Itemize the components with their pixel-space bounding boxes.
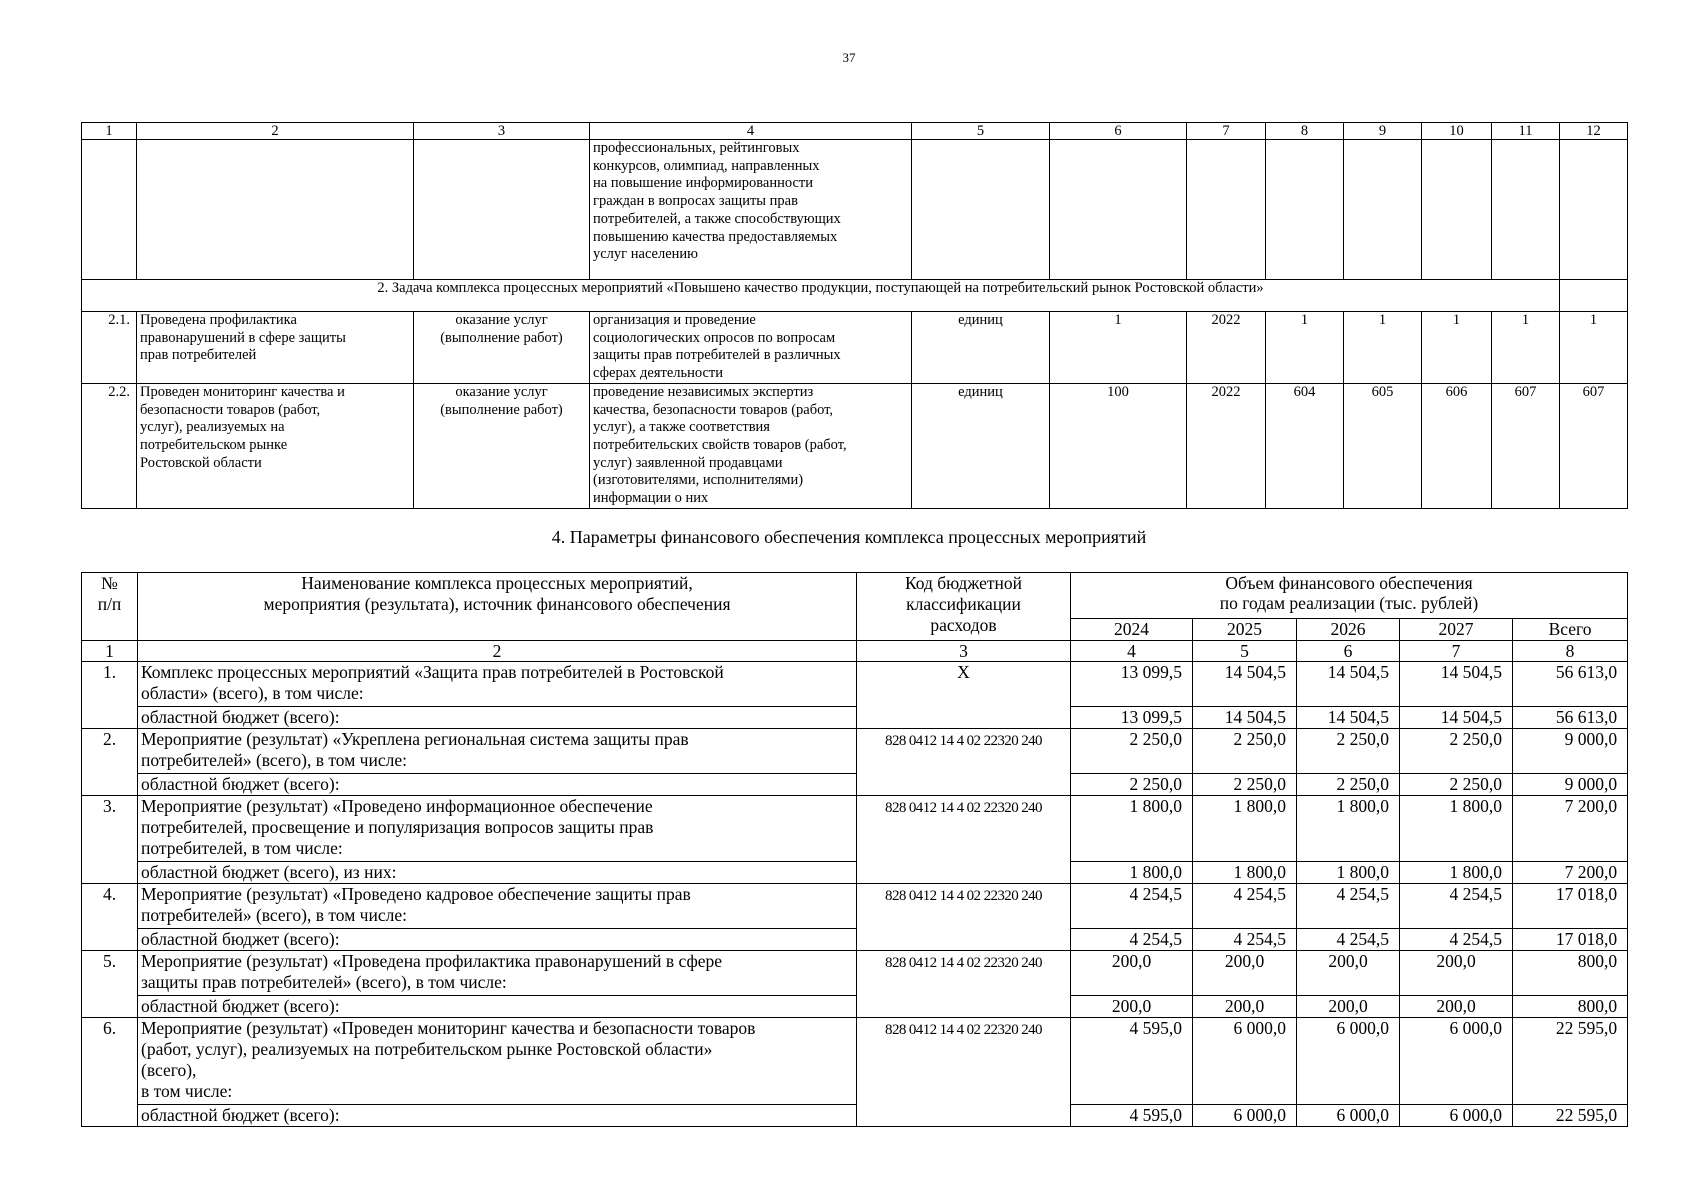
amount-2027: 4 254,5 — [1400, 884, 1513, 929]
results-table — [81, 122, 1628, 509]
row-name: Комплекс процессных мероприятий «Защита прав потребителей в Ростовской области» (всего), в том числе: — [138, 662, 857, 707]
value-2024: 604 — [1266, 383, 1344, 508]
table-row — [82, 796, 1628, 862]
amount-2026: 6 000,0 — [1297, 1018, 1400, 1105]
sub-amount-2024: 4 254,5 — [1071, 929, 1193, 951]
header-budget-code: Код бюджетной классификации расходов — [857, 573, 1071, 641]
sub-amount-2027: 1 800,0 — [1400, 862, 1513, 884]
results-col-number: 7 — [1187, 123, 1266, 140]
table-subrow — [82, 1105, 1628, 1127]
results-col-number: 2 — [137, 123, 414, 140]
budget-code: 828 0412 14 4 02 22320 240 — [857, 729, 1071, 796]
results-col-number: 8 — [1266, 123, 1344, 140]
amount-total: 800,0 — [1513, 951, 1628, 996]
result-description: проведение независимых экспертиз качества, безопасности товаров (работ, услуг), а также соответствия потребительских свойств товаров (работ, услуг) заявленной продавцами (изготовителями, исполнителями) информации о них — [590, 383, 912, 508]
sub-amount-2026: 6 000,0 — [1297, 1105, 1400, 1127]
sub-row-name: областной бюджет (всего): — [138, 996, 857, 1018]
results-col-number: 6 — [1050, 123, 1187, 140]
value-2026: 1 — [1422, 312, 1492, 384]
amount-2024: 1 800,0 — [1071, 796, 1193, 862]
results-col-number: 1 — [82, 123, 137, 140]
header-volume: Объем финансового обеспечения по годам реализации (тыс. рублей) — [1071, 573, 1628, 619]
task-title: 2. Задача комплекса процессных мероприятий «Повышено качество продукции, поступающей на потребительский рынок Ростовской области» — [82, 280, 1560, 312]
table-row — [82, 884, 1628, 929]
amount-2026: 14 504,5 — [1297, 662, 1400, 707]
table-subrow — [82, 862, 1628, 884]
sub-amount-2024: 13 099,5 — [1071, 707, 1193, 729]
sub-amount-2027: 4 254,5 — [1400, 929, 1513, 951]
amount-2027: 200,0 — [1400, 951, 1513, 996]
value-2030: 1 — [1560, 312, 1628, 384]
table-subrow — [82, 707, 1628, 729]
sub-amount-2025: 1 800,0 — [1193, 862, 1297, 884]
sub-amount-total: 17 018,0 — [1513, 929, 1628, 951]
value-2024: 1 — [1266, 312, 1344, 384]
results-col-number: 11 — [1492, 123, 1560, 140]
row-number: 4. — [82, 884, 138, 951]
financing-col-number: 2 — [138, 641, 857, 662]
amount-total: 56 613,0 — [1513, 662, 1628, 707]
base-value: 1 — [1050, 312, 1187, 384]
row-number: 5. — [82, 951, 138, 1018]
amount-2025: 4 254,5 — [1193, 884, 1297, 929]
sub-amount-total: 800,0 — [1513, 996, 1628, 1018]
value-2025: 1 — [1344, 312, 1422, 384]
budget-code: Х — [857, 662, 1071, 729]
financing-col-number: 6 — [1297, 641, 1400, 662]
value-2027: 607 — [1492, 383, 1560, 508]
sub-row-name: областной бюджет (всего), из них: — [138, 862, 857, 884]
base-year: 2022 — [1187, 312, 1266, 384]
header-total: Всего — [1513, 619, 1628, 641]
sub-amount-2027: 14 504,5 — [1400, 707, 1513, 729]
unit: единиц — [912, 312, 1050, 384]
amount-2025: 14 504,5 — [1193, 662, 1297, 707]
amount-2024: 200,0 — [1071, 951, 1193, 996]
sub-amount-total: 7 200,0 — [1513, 862, 1628, 884]
sub-amount-2025: 4 254,5 — [1193, 929, 1297, 951]
sub-row-name: областной бюджет (всего): — [138, 1105, 857, 1127]
amount-total: 7 200,0 — [1513, 796, 1628, 862]
financing-colnum-row — [82, 641, 1628, 662]
table-row — [82, 312, 1628, 384]
amount-2027: 14 504,5 — [1400, 662, 1513, 707]
sub-amount-2026: 1 800,0 — [1297, 862, 1400, 884]
sub-amount-2024: 4 595,0 — [1071, 1105, 1193, 1127]
amount-2026: 200,0 — [1297, 951, 1400, 996]
sub-amount-2026: 2 250,0 — [1297, 774, 1400, 796]
financing-header-row — [82, 573, 1628, 619]
amount-2024: 4 254,5 — [1071, 884, 1193, 929]
amount-2025: 1 800,0 — [1193, 796, 1297, 862]
financing-table — [81, 572, 1628, 1127]
amount-2027: 1 800,0 — [1400, 796, 1513, 862]
table-row — [82, 729, 1628, 774]
amount-2026: 4 254,5 — [1297, 884, 1400, 929]
sub-amount-2026: 200,0 — [1297, 996, 1400, 1018]
amount-2025: 6 000,0 — [1193, 1018, 1297, 1105]
header-year-2024: 2024 — [1071, 619, 1193, 641]
value-2027: 1 — [1492, 312, 1560, 384]
sub-amount-2027: 2 250,0 — [1400, 774, 1513, 796]
sub-amount-2027: 200,0 — [1400, 996, 1513, 1018]
result-name: Проведена профилактика правонарушений в сфере защиты прав потребителей — [137, 312, 414, 384]
financing-col-number: 1 — [82, 641, 138, 662]
table-row — [82, 662, 1628, 707]
base-year: 2022 — [1187, 383, 1266, 508]
budget-code: 828 0412 14 4 02 22320 240 — [857, 951, 1071, 1018]
sub-amount-total: 56 613,0 — [1513, 707, 1628, 729]
sub-amount-2027: 6 000,0 — [1400, 1105, 1513, 1127]
amount-2027: 2 250,0 — [1400, 729, 1513, 774]
row-name: Мероприятие (результат) «Проведен мониторинг качества и безопасности товаров (работ, услуг), реализуемых на потребительском рынке Ростовской области» (всего), в том числе: — [138, 1018, 857, 1105]
financing-col-number: 7 — [1400, 641, 1513, 662]
sub-amount-2026: 4 254,5 — [1297, 929, 1400, 951]
value-2025: 605 — [1344, 383, 1422, 508]
amount-total: 17 018,0 — [1513, 884, 1628, 929]
row-number: 2. — [82, 729, 138, 796]
header-year-2027: 2027 — [1400, 619, 1513, 641]
amount-2024: 13 099,5 — [1071, 662, 1193, 707]
results-col-number: 9 — [1344, 123, 1422, 140]
row-number: 2.2. — [82, 383, 137, 508]
row-name: Мероприятие (результат) «Укреплена региональная система защиты прав потребителей» (всего), в том числе: — [138, 729, 857, 774]
row-name: Мероприятие (результат) «Проведено информационное обеспечение потребителей, просвещение и популяризация вопросов защиты прав потребителей, в том числе: — [138, 796, 857, 862]
budget-code: 828 0412 14 4 02 22320 240 — [857, 1018, 1071, 1127]
financing-col-number: 8 — [1513, 641, 1628, 662]
financing-col-number: 3 — [857, 641, 1071, 662]
budget-code: 828 0412 14 4 02 22320 240 — [857, 884, 1071, 951]
sub-amount-2024: 1 800,0 — [1071, 862, 1193, 884]
task-title-row — [82, 280, 1628, 312]
amount-2025: 200,0 — [1193, 951, 1297, 996]
row-number: 6. — [82, 1018, 138, 1127]
value-2030: 607 — [1560, 383, 1628, 508]
results-col-number: 3 — [414, 123, 590, 140]
row-number: 3. — [82, 796, 138, 884]
sub-amount-2026: 14 504,5 — [1297, 707, 1400, 729]
amount-2024: 4 595,0 — [1071, 1018, 1193, 1105]
amount-2024: 2 250,0 — [1071, 729, 1193, 774]
page-number: 37 — [842, 50, 856, 65]
amount-2026: 2 250,0 — [1297, 729, 1400, 774]
header-year-2025: 2025 — [1193, 619, 1297, 641]
value-2026: 606 — [1422, 383, 1492, 508]
sub-amount-2025: 6 000,0 — [1193, 1105, 1297, 1127]
amount-2027: 6 000,0 — [1400, 1018, 1513, 1105]
table-row — [82, 383, 1628, 508]
budget-code: 828 0412 14 4 02 22320 240 — [857, 796, 1071, 884]
amount-total: 22 595,0 — [1513, 1018, 1628, 1105]
results-continuation-row — [82, 140, 1628, 280]
results-col-number: 4 — [590, 123, 912, 140]
amount-2026: 1 800,0 — [1297, 796, 1400, 862]
result-name: Проведен мониторинг качества и безопасности товаров (работ, услуг), реализуемых на потребительском рынке Ростовской области — [137, 383, 414, 508]
sub-amount-2025: 200,0 — [1193, 996, 1297, 1018]
sub-row-name: областной бюджет (всего): — [138, 774, 857, 796]
sub-amount-2024: 200,0 — [1071, 996, 1193, 1018]
row-number: 1. — [82, 662, 138, 729]
sub-amount-total: 22 595,0 — [1513, 1105, 1628, 1127]
sub-amount-2025: 2 250,0 — [1193, 774, 1297, 796]
sub-row-name: областной бюджет (всего): — [138, 707, 857, 729]
results-col-number: 5 — [912, 123, 1050, 140]
header-number: № п/п — [82, 573, 138, 641]
sub-amount-total: 9 000,0 — [1513, 774, 1628, 796]
result-description: организация и проведение социологических опросов по вопросам защиты прав потребителей в различных сферах деятельности — [590, 312, 912, 384]
section-title: 4. Параметры финансового обеспечения комплекса процессных мероприятий — [551, 527, 1147, 547]
results-col-number: 10 — [1422, 123, 1492, 140]
table-subrow — [82, 929, 1628, 951]
results-col-number: 12 — [1560, 123, 1628, 140]
unit: единиц — [912, 383, 1050, 508]
financing-col-number: 5 — [1193, 641, 1297, 662]
result-type: оказание услуг (выполнение работ) — [414, 312, 590, 384]
table-subrow — [82, 996, 1628, 1018]
row-name: Мероприятие (результат) «Проведена профилактика правонарушений в сфере защиты прав потребителей» (всего), в том числе: — [138, 951, 857, 996]
row-name: Мероприятие (результат) «Проведено кадровое обеспечение защиты прав потребителей» (всего), в том числе: — [138, 884, 857, 929]
row-number: 2.1. — [82, 312, 137, 384]
sub-amount-2025: 14 504,5 — [1193, 707, 1297, 729]
header-year-2026: 2026 — [1297, 619, 1400, 641]
table-row — [82, 1018, 1628, 1105]
header-name: Наименование комплекса процессных мероприятий, мероприятия (результата), источник финансового обеспечения — [138, 573, 857, 641]
financing-col-number: 4 — [1071, 641, 1193, 662]
amount-2025: 2 250,0 — [1193, 729, 1297, 774]
table-subrow — [82, 774, 1628, 796]
sub-amount-2024: 2 250,0 — [1071, 774, 1193, 796]
results-table-header-row — [82, 123, 1628, 140]
continuation-description: профессиональных, рейтинговых конкурсов, олимпиад, направленных на повышение информированности граждан в вопросах защиты прав потребителей, а также способствующих повышению качества предоставляемых услуг населению — [590, 140, 912, 280]
result-type: оказание услуг (выполнение работ) — [414, 383, 590, 508]
base-value: 100 — [1050, 383, 1187, 508]
table-row — [82, 951, 1628, 996]
sub-row-name: областной бюджет (всего): — [138, 929, 857, 951]
amount-total: 9 000,0 — [1513, 729, 1628, 774]
